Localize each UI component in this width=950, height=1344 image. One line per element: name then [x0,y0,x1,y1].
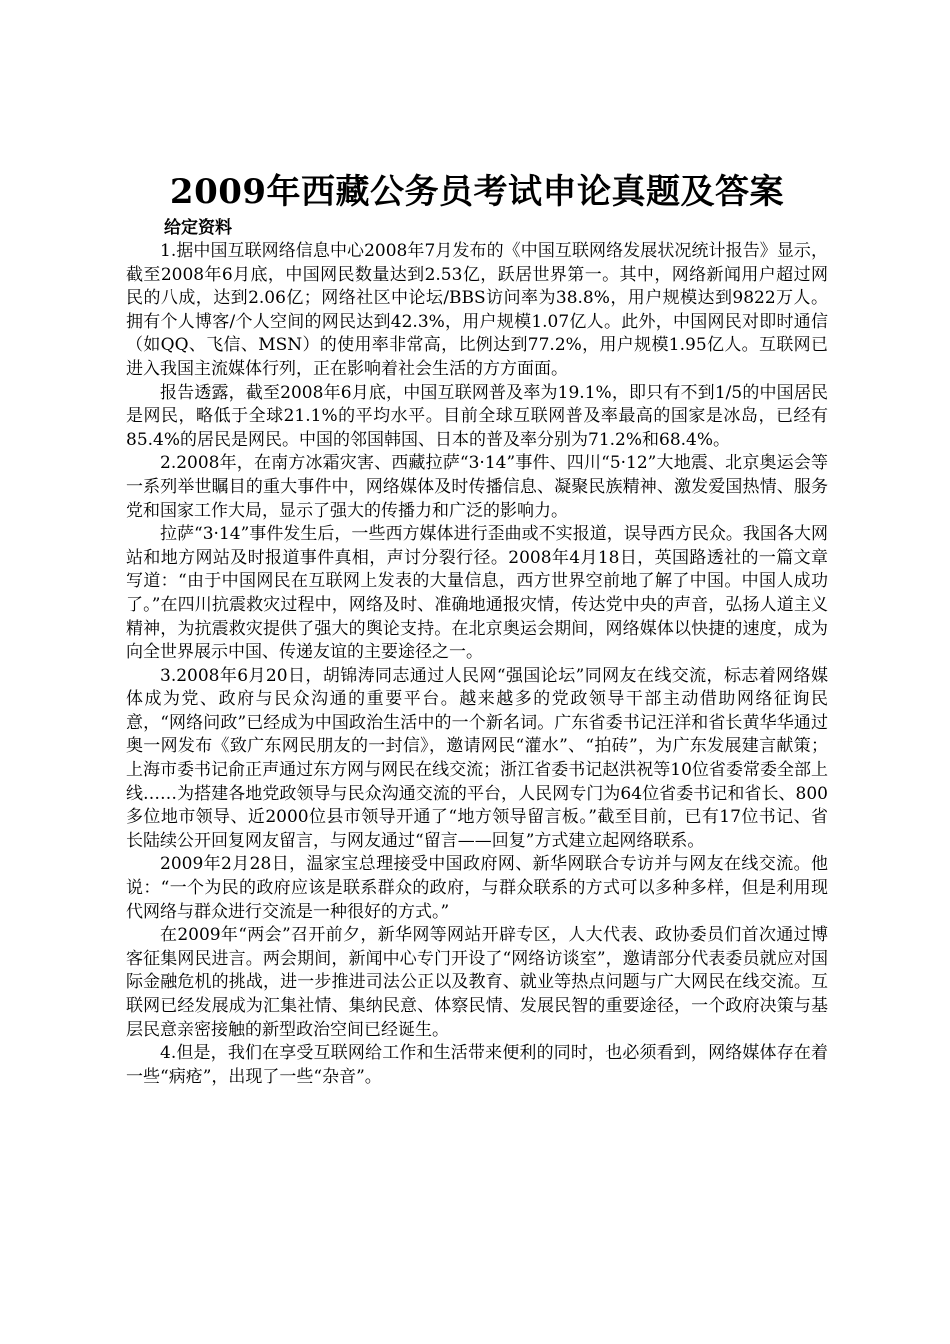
paragraph-5: 3.2008年6月20日，胡锦涛同志通过人民网“强国论坛”同网友在线交流，标志着网络媒体成为党、政府与民众沟通的重要平台。越来越多的党政领导干部主动借助网络征询民意，“网络问政”已经成为中国政治生活中的一个新名词。广东省委书记汪洋和省长黄华华通过奥一网发布《致广东网民朋友的一封信》，邀请网民“灌水”、“拍砖”，为广东发展建言献策；上海市委书记俞正声通过东方网与网民在线交流；浙江省委书记赵洪祝等10位省委常委全部上线……为搭建各地党政领导与民众沟通交流的平台，人民网专门为64位省委书记和省长、800多位地市领导、近2000位县市领导开通了“地方领导留言板。”截至目前，已有17位书记、省长陆续公开回复网友留言，与网友通过“留言——回复”方式建立起网络联系。 [126,665,828,851]
paragraph-4: 拉萨“3·14”事件发生后，一些西方媒体进行歪曲或不实报道，误导西方民众。我国各大网站和地方网站及时报道事件真相，声讨分裂行径。2008年4月18日，英国路透社的一篇文章写道：“由于中国网民在互联网上发表的大量信息，西方世界空前地了解了中国。中国人成功了。”在四川抗震救灾过程中，网络及时、准确地通报灾情，传达党中央的声音，弘扬人道主义精神，为抗震救灾提供了强大的舆论支持。在北京奥运会期间，网络媒体以快捷的速度，成为向全世界展示中国、传递友谊的主要途径之一。 [126,524,828,663]
paragraph-1: 1.据中国互联网络信息中心2008年7月发布的《中国互联网络发展状况统计报告》显示，截至2008年6月底，中国网民数量达到2.53亿，跃居世界第一。其中，网络新闻用户超过网民的八成，达到2.06亿；网络社区中论坛/BBS访问率为38.8%，用户规模达到9822万人。拥有个人博客/个人空间的网民达到42.3%，用户规模1.07亿人。此外，中国网民对即时通信（如QQ、飞信、MSN）的使用率非常高，比例达到77.2%，用户规模1.95亿人。互联网已进入我国主流媒体行列，正在影响着社会生活的方方面面。 [126,241,828,379]
document-page [126,168,828,1089]
section-heading: 给定资料 [164,218,232,238]
paragraph-3: 2.2008年，在南方冰霜灾害、西藏拉萨“3·14”事件、四川“5·12”大地震、北京奥运会等一系列举世瞩目的重大事件中，网络媒体及时传播信息、凝聚民族精神、激发爱国热情、服务党和国家工作大局，显示了强大的传播力和广泛的影响力。 [126,453,828,521]
paragraph-6: 2009年2月28日，温家宝总理接受中国政府网、新华网联合专访并与网友在线交流。他说：“一个为民的政府应该是联系群众的政府，与群众联系的方式可以多种多样，但是利用现代网络与群众进行交流是一种很好的方式。” [126,854,828,922]
document-title: 2009年西藏公务员考试申论真题及答案 [169,172,785,212]
paragraph-8: 4.但是，我们在享受互联网给工作和生活带来便利的同时，也必须看到，网络媒体存在着一些“病疮”，出现了一些“杂音”。 [126,1043,828,1087]
paragraph-2: 报告透露，截至2008年6月底，中国互联网普及率为19.1%，即只有不到1/5的中国居民是网民，略低于全球21.1%的平均水平。目前全球互联网普及率最高的国家是冰岛，已经有85.4%的居民是网民。中国的邻国韩国、日本的普及率分别为71.2%和68.4%。 [126,382,828,450]
paragraph-7: 在2009年“两会”召开前夕，新华网等网站开辟专区，人大代表、政协委员们首次通过博客征集网民进言。两会期间，新闻中心专门开设了“网络访谈室”，邀请部分代表委员就应对国际金融危机的挑战，进一步推进司法公正以及教育、就业等热点问题与广大网民在线交流。互联网已经发展成为汇集社情、集纳民意、体察民情、发展民智的重要途径，一个政府决策与基层民意亲密接触的新型政治空间已经诞生。 [126,925,828,1040]
